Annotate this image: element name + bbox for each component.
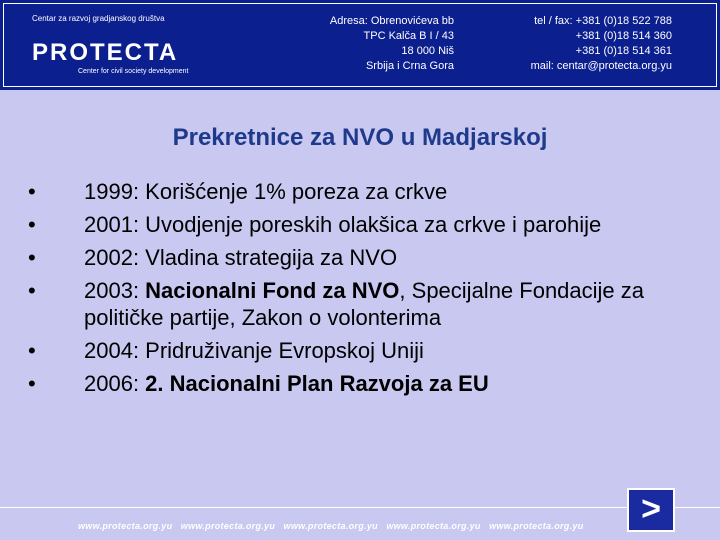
bullet-text: 2004: Pridruživanje Evropskoj Uniji: [84, 338, 424, 363]
bullet-text: 2001: Uvodjenje poreskih olakšica za crkve i parohije: [84, 212, 602, 237]
header-banner: [0, 0, 720, 90]
bullet-dot: •: [28, 338, 36, 363]
logo-graphic: [30, 36, 190, 66]
bullet-item: [28, 178, 668, 205]
bullet-bold-text: 2. Nacionalni Plan Razvoja za EU: [145, 371, 489, 396]
logo-text: PROTECTA: [32, 39, 179, 66]
address-block: [312, 14, 454, 74]
address-line: TPC Kalča B I / 43: [363, 30, 454, 42]
contact-email[interactable]: mail: centar@protecta.org.yu: [530, 60, 672, 72]
bullet-text: 2003:: [84, 278, 146, 303]
next-slide-button[interactable]: >: [627, 488, 675, 532]
bullet-item: [28, 337, 668, 364]
bullet-item: [28, 370, 668, 397]
address-line: Srbija i Crna Gora: [365, 60, 454, 72]
protecta-logo: [30, 36, 190, 64]
bullet-item: [28, 211, 668, 238]
address-line: Adresa: Obrenovićeva bb: [329, 15, 454, 27]
address-line: 18 000 Niš: [401, 45, 454, 57]
footer-divider: [0, 507, 720, 508]
bullet-dot: •: [28, 278, 36, 303]
bullet-dot: •: [28, 179, 36, 204]
bullet-text: 2002: Vladina strategija za NVO: [84, 245, 398, 270]
bullet-dot: •: [28, 371, 36, 396]
bullet-bold-text: Nacionalni Fond za NVO: [145, 278, 400, 303]
tagline-bottom: Center for civil society development: [78, 68, 189, 75]
bullet-dot: •: [28, 212, 36, 237]
contact-line: +381 (0)18 514 360: [575, 30, 672, 42]
contact-line: +381 (0)18 514 361: [575, 45, 672, 57]
bullet-text: 2006:: [84, 371, 146, 396]
bullet-text: 1999: Korišćenje 1% poreza za crkve: [84, 179, 448, 204]
contact-line: tel / fax: +381 (0)18 522 788: [534, 15, 672, 27]
bullet-list: [28, 178, 668, 403]
bullet-dot: •: [28, 245, 36, 270]
bullet-item: [28, 277, 668, 331]
contact-block: [480, 14, 672, 74]
slide-title: Prekretnice za NVO u Madjarskoj: [172, 124, 548, 151]
footer-urls[interactable]: www.protecta.org.yu www.protecta.org.yu www.protecta.org.yu www.protecta.org.yu www.protecta.org.yu: [78, 521, 584, 531]
bullet-text: , Specijalne Fondacije za političke partije, Zakon o volonterima: [84, 278, 645, 330]
bullet-item: [28, 244, 668, 271]
tagline-top: Centar za razvoj gradjanskog društva: [32, 14, 165, 23]
